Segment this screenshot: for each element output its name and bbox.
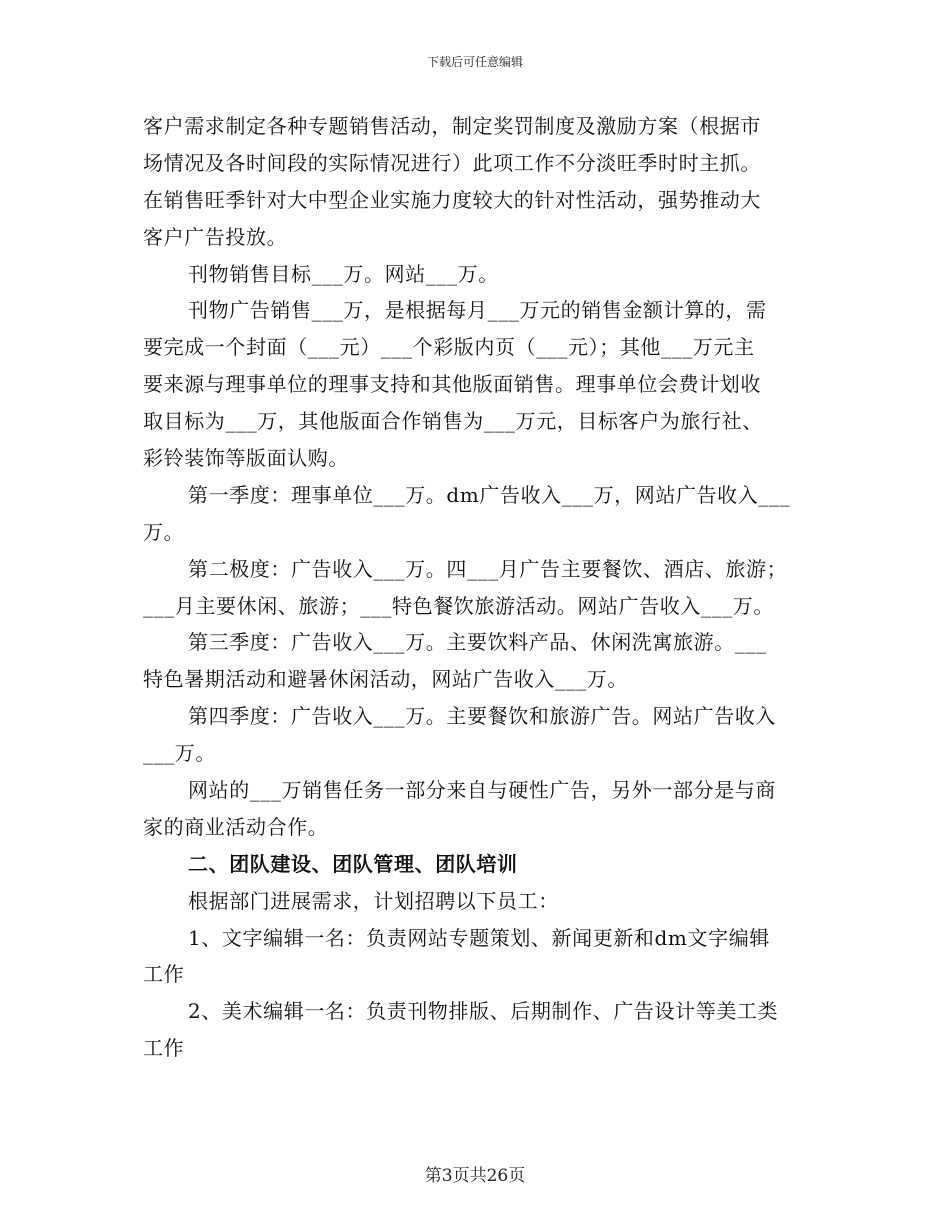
paragraph-line: 要来源与理事单位的理事支持和其他版面销售。理事单位会费计划收 (143, 372, 761, 397)
paragraph-line: 特色暑期活动和避暑休闲活动，网站广告收入___万。 (143, 667, 628, 692)
paragraph-line: 场情况及各时间段的实际情况进行）此项工作不分淡旺季时时主抓。 (143, 150, 761, 175)
paragraph-line: 网站的___万销售任务一部分来自与硬性广告，另外一部分是与商 (188, 778, 776, 803)
list-item: 2、美术编辑一名：负责刊物排版、后期制作、广告设计等美工类 (188, 999, 779, 1024)
list-item-continuation: 工作 (143, 1036, 185, 1061)
list-item: 1、文字编辑一名：负责网站专题策划、新闻更新和dm文字编辑 (188, 925, 770, 950)
paragraph-line: 要完成一个封面（___元）___个彩版内页（___元）；其他___万元主 (143, 335, 755, 360)
document-body (143, 108, 813, 1067)
paragraph-line: 客户需求制定各种专题销售活动，制定奖罚制度及激励方案（根据市 (143, 114, 761, 138)
paragraph-line: 客户广告投放。 (143, 224, 288, 249)
page-header: 下载后可任意编辑 (426, 55, 523, 69)
paragraph-line: 第二极度：广告收入___万。四___月广告主要餐饮、酒店、旅游； (188, 556, 788, 581)
paragraph-line: 万。 (143, 519, 185, 544)
paragraph-line: 家的商业活动合作。 (143, 814, 329, 839)
paragraph-line: 第四季度：广告收入___万。主要餐饮和旅游广告。网站广告收入 (188, 704, 776, 729)
section-heading: 二、团队建设、团队管理、团队培训 (188, 851, 518, 876)
paragraph-line: 刊物广告销售___万，是根据每月___万元的销售金额计算的，需 (188, 298, 767, 323)
paragraph-line: 第三季度：广告收入___万。主要饮料产品、休闲洗寓旅游。___ (188, 630, 767, 655)
paragraph-line: 刊物销售目标___万。网站___万。 (188, 261, 499, 286)
paragraph-line: 根据部门进展需求，计划招聘以下员工： (188, 888, 559, 913)
paragraph-line: 彩铃装饰等版面认购。 (143, 446, 349, 471)
paragraph-line: 第一季度：理事单位___万。dm广告收入___万，网站广告收入___ (188, 482, 791, 507)
paragraph-line: ___月主要休闲、旅游；___特色餐饮旅游活动。网站广告收入___万。 (143, 593, 774, 618)
list-item-continuation: 工作 (143, 962, 185, 987)
page-number: 第3页共26页 (424, 1166, 526, 1186)
paragraph-line: 取目标为___万，其他版面合作销售为___万元，目标客户为旅行社、 (143, 409, 763, 434)
paragraph-line: ___万。 (143, 741, 216, 766)
paragraph-line: 在销售旺季针对大中型企业实施力度较大的针对性活动，强势推动大 (143, 187, 761, 212)
